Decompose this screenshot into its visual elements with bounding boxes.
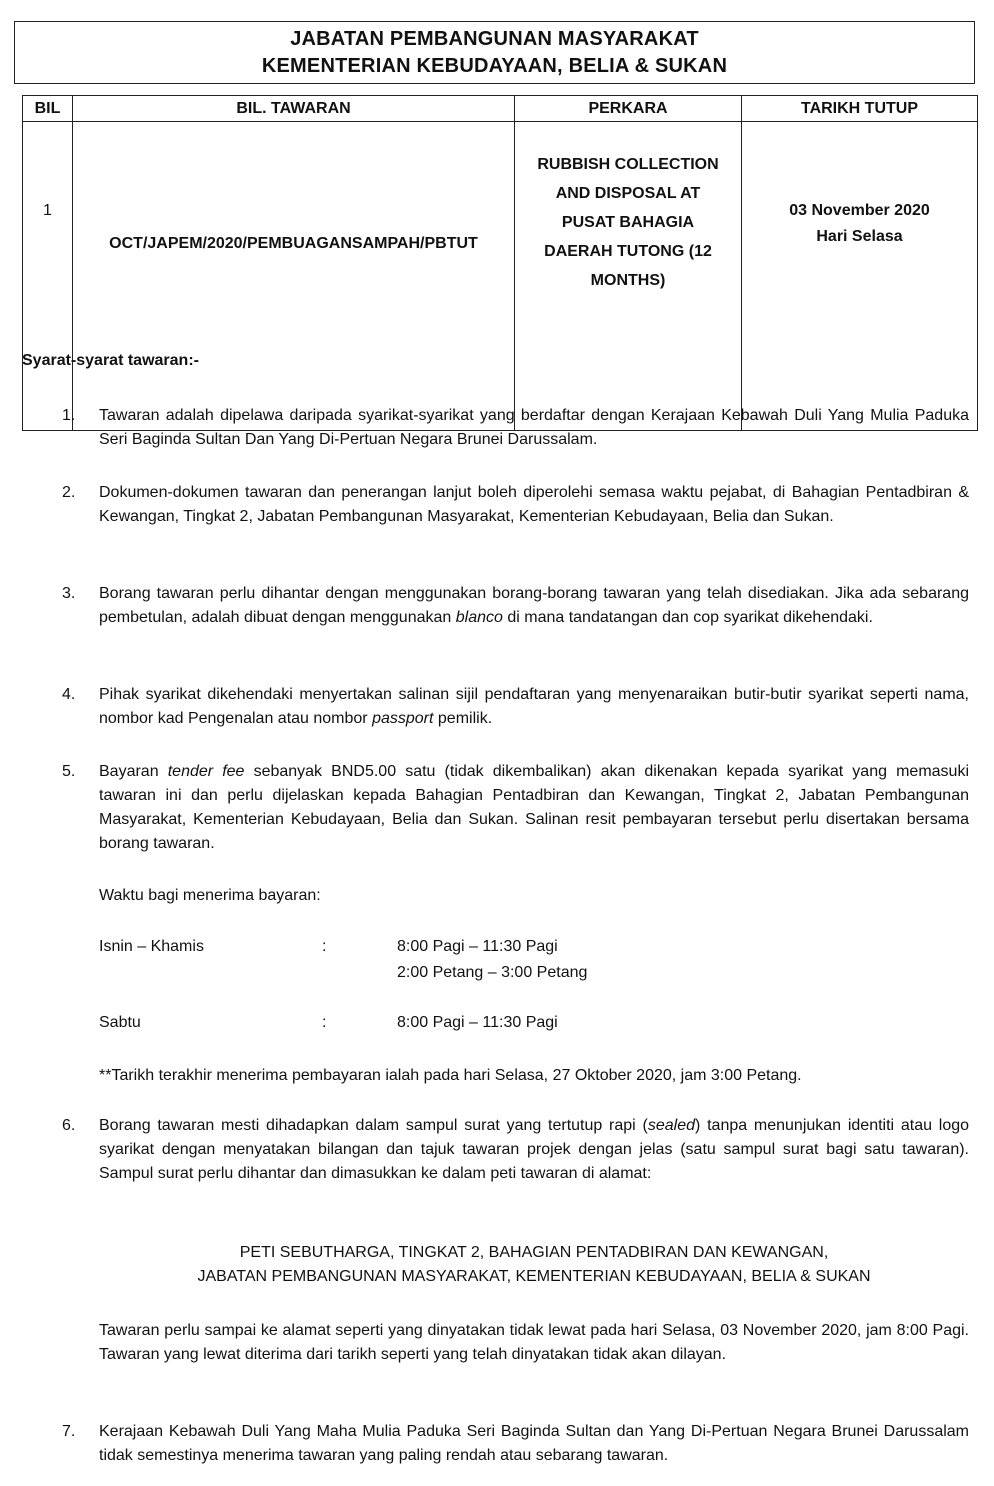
condition-item-4: [99, 683, 969, 731]
schedule-day: Sabtu: [99, 1014, 141, 1031]
address-line: PETI SEBUTHARGA, TINGKAT 2, BAHAGIAN PENTADBIRAN DAN KEWANGAN,: [239, 1244, 829, 1261]
header-perkara: PERKARA: [515, 96, 742, 122]
table-row: [23, 122, 978, 431]
schedule-colon: :: [322, 938, 327, 955]
condition-text: Borang tawaran perlu dihantar dengan menggunakan borang-borang tawaran yang telah disediakan. Jika ada sebarang pembetulan, adalah dibuat dengan menggunakan: [99, 585, 969, 626]
arrival-note: [99, 1319, 969, 1367]
submission-address: [99, 1241, 969, 1289]
emphasis-text: tender fee: [167, 763, 245, 780]
condition-item-6: [99, 1114, 969, 1186]
condition-item-1: [99, 404, 969, 452]
condition-text: Borang tawaran mesti dihadapkan dalam sampul surat yang tertutup rapi (: [99, 1117, 648, 1134]
header-bil-tawaran: BIL. TAWARAN: [73, 96, 515, 122]
address-line: JABATAN PEMBANGUNAN MASYARAKAT, KEMENTERIAN KEBUDAYAAN, BELIA & SUKAN: [197, 1268, 871, 1285]
ministry-name: KEMENTERIAN KEBUDAYAAN, BELIA & SUKAN: [261, 55, 728, 77]
conditions-heading: Syarat-syarat tawaran:-: [22, 352, 199, 369]
schedule-time: 2:00 Petang – 3:00 Petang: [397, 964, 588, 981]
closing-day: Hari Selasa: [816, 228, 903, 245]
department-name: JABATAN PEMBANGUNAN MASYARAKAT: [290, 28, 699, 50]
item-number: 4.: [62, 686, 76, 703]
item-number: 5.: [62, 763, 76, 780]
header-tarikh-tutup: TARIKH TUTUP: [742, 96, 978, 122]
item-number: 1.: [62, 407, 76, 424]
item-number: 2.: [62, 484, 76, 501]
condition-text: pemilik.: [433, 710, 493, 727]
cell-closing-date: [742, 122, 978, 431]
cell-tender-number: OCT/JAPEM/2020/PEMBUAGANSAMPAH/PBTUT: [73, 122, 515, 431]
condition-text: Kerajaan Kebawah Duli Yang Maha Mulia Paduka Seri Baginda Sultan dan Yang Di-Pertuan Negara Brunei Darussalam tidak semestinya menerima tawaran yang paling rendah atau sebarang tawaran.: [99, 1423, 969, 1464]
payment-deadline-note: **Tarikh terakhir menerima pembayaran ialah pada hari Selasa, 27 Oktober 2020, jam 3:00 Petang.: [99, 1067, 802, 1084]
condition-item-2: [99, 481, 969, 529]
condition-item-5: [99, 760, 969, 856]
condition-item-7: [99, 1420, 969, 1468]
schedule-time: 8:00 Pagi – 11:30 Pagi: [397, 938, 558, 955]
condition-text: Dokumen-dokumen tawaran dan penerangan lanjut boleh diperolehi semasa waktu pejabat, di Bahagian Pentadbiran & Kewangan, Tingkat 2, Jabatan Pembangunan Masyarakat, Kementerian Kebudayaan, Belia dan Sukan.: [99, 484, 969, 525]
emphasis-text: blanco: [455, 609, 503, 626]
emphasis-text: passport: [372, 710, 434, 727]
schedule-day: Isnin – Khamis: [99, 938, 204, 955]
condition-item-3: [99, 582, 969, 630]
cell-bil: 1: [23, 122, 73, 431]
schedule-time: 8:00 Pagi – 11:30 Pagi: [397, 1014, 558, 1031]
condition-text: sebanyak BND5.00 satu (tidak dikembalikan) akan dikenakan kepada syarikat yang memasuki tawaran ini dan perlu dijelaskan kepada Bahagian Pentadbiran dan Kewangan, Tingkat 2, Jabatan Pembangunan Masyarakat, Kementerian Kebudayaan, Belia dan Sukan. Salinan resit pembayaran tersebut perlu disertakan bersama borang tawaran.: [99, 763, 970, 852]
condition-text: Tawaran perlu sampai ke alamat seperti yang dinyatakan tidak lewat pada hari Selasa, 03 November 2020, jam 8:00 Pagi. Tawaran yang lewat diterima dari tarikh seperti yang telah dinyatakan tidak akan dilayan.: [99, 1322, 969, 1363]
emphasis-text: sealed: [647, 1117, 695, 1134]
header-bil: BIL: [23, 96, 73, 122]
item-number: 6.: [62, 1117, 76, 1134]
condition-text: di mana tandatangan dan cop syarikat dikehendaki.: [502, 609, 873, 626]
condition-text: Pihak syarikat dikehendaki menyertakan salinan sijil pendaftaran yang menyenaraikan butir-butir syarikat seperti nama, nombor kad Pengenalan atau nombor: [99, 686, 969, 727]
condition-text: Tawaran adalah dipelawa daripada syarikat-syarikat yang berdaftar dengan Kerajaan Kebawah Duli Yang Mulia Paduka Seri Baginda Sultan Dan Yang Di-Pertuan Negara Brunei Darussalam.: [99, 407, 969, 448]
item-number: 3.: [62, 585, 76, 602]
schedule-colon: :: [322, 1014, 327, 1031]
closing-date: 03 November 2020: [789, 202, 930, 219]
table-header-row: [23, 96, 978, 122]
tender-table: [22, 95, 978, 431]
item-number: 7.: [62, 1423, 76, 1440]
payment-hours-heading: Waktu bagi menerima bayaran:: [99, 887, 321, 904]
condition-text: Bayaran: [99, 763, 168, 780]
cell-perkara: RUBBISH COLLECTION AND DISPOSAL AT PUSAT BAHAGIA DAERAH TUTONG (12 MONTHS): [515, 122, 742, 431]
document-header: [14, 21, 975, 84]
condition-text: ) tanpa menunjukan identiti atau logo syarikat dengan menyatakan bilangan dan tajuk tawaran projek dengan jelas (satu sampul surat bagi satu tawaran). Sampul surat perlu dihantar dan dimasukkan ke dalam peti tawaran di alamat:: [99, 1117, 970, 1182]
